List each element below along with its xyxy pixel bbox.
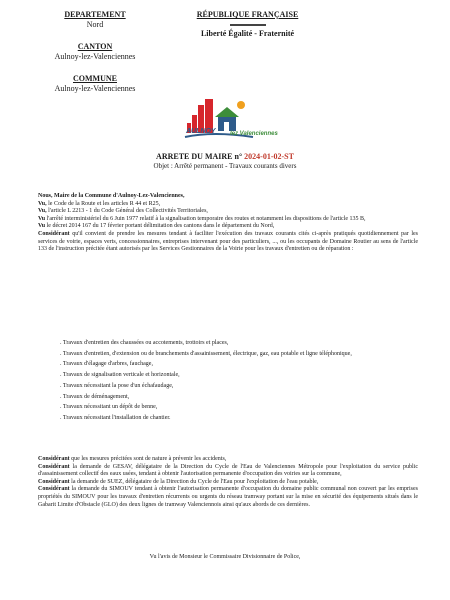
header-divider: [230, 24, 266, 26]
consideration-3: Considérant la demande de SUEZ, délégataire de la Direction du Cycle de l'Eau pour l'exploitation de l'eau potable,: [38, 478, 319, 485]
work-item: . Travaux nécessitant un dépôt de benne,: [60, 404, 158, 411]
work-item: . Travaux nécessitant l'installation de chantier.: [60, 414, 171, 421]
logo-text-main: AULNOY: [186, 128, 216, 135]
vu-line-4: Vu le décret 2014 167 du 17 février portant délimitation des cantons dans le département du Nord,: [38, 223, 275, 230]
departement-label: DEPARTEMENT: [64, 10, 126, 19]
work-item: . Travaux d'entretien, d'extension ou de branchements d'assainissement, électrique, gaz, eau potable et ligne téléphonique,: [60, 350, 352, 357]
republique-title: RÉPUBLIQUE FRANÇAISE: [196, 10, 299, 19]
works-list: [60, 338, 352, 424]
republic-motto: Liberté Égalité - Fraternité: [200, 29, 295, 38]
consideration-4: Considérant la demande du SIMOUV tendant à obtenir l'autorisation permanente d'occupation du domaine public communal non couvert par les emprises propriétés du SIMOUV pour les travaux d'entretien récurrents ou urgents du réseau tramway portant sur la mise en sécurité des équipements situés dans le Gabarit Limite d'Obstacle (GLO) des deux lignes de tramway Valenciennois ainsi qu'aux abords de ces dernières.: [38, 486, 418, 508]
considerations-block: [38, 456, 418, 509]
consideration-1: Considérant que les mesures précitées sont de nature à prévenir les accidents,: [38, 456, 227, 462]
departement-value: Nord: [86, 20, 104, 29]
administrative-header: [20, 10, 170, 106]
considerant-intro: Considérant qu'il convient de prendre les mesures tendant à faciliter l'exécution des travaux courants cités ci-après pratiqués quotidiennement par les services de voirie, espaces verts, concessionnaires, entreprises intervenant pour des particuliers, ..., ou les occupants de Domaine Routier au sens de l'article 133 de l'instruction précitée étant autorisés par les Services Gestionnaires de la Voirie pour les travaux d'entretien ou de réparation :: [38, 230, 418, 253]
decree-number: 2024-01-02-ST: [244, 152, 294, 161]
vu-line-1: Vu, le Code de la Route et les articles R 44 et R25,: [38, 200, 161, 207]
decree-object: Objet : Arrêté permanent - Travaux courants divers: [153, 162, 297, 170]
decree-title: [0, 152, 450, 161]
work-item: . Travaux de signalisation verticale et horizontale,: [60, 372, 180, 379]
vu-line-2: Vu, l'article L 2213 - 1 du Code Général des Collectivités Territoriales,: [38, 208, 208, 215]
canton-label: CANTON: [77, 42, 113, 51]
decree-title-prefix: ARRETE DU MAIRE n°: [156, 152, 243, 161]
commune-value: Aulnoy-lez-Valenciennes: [54, 84, 136, 93]
canton-value: Aulnoy-lez-Valenciennes: [54, 52, 136, 61]
town-logo: [183, 95, 268, 150]
police-avis-line: Vu l'avis de Monsieur le Commissaire Divisionnaire de Police,: [149, 554, 301, 560]
consideration-2: Considérant la demande de GESAV, délégataire de la Direction du Cycle de l'Eau de Valenciennes Métropole pour l'exploitation du service public d'assainissement collectif des eaux usées, tendant à obtenir l'autorisation permanente d'occupation des voiries sur la commune,: [38, 463, 418, 478]
work-item: . Travaux d'entretien des chaussées ou accotements, trottoirs et places,: [60, 340, 229, 346]
work-item: . Travaux d'élagage d'arbres, fauchage,: [60, 361, 153, 368]
commune-label: COMMUNE: [73, 74, 117, 83]
logo-text-sub: lez Valenciennes: [230, 131, 278, 137]
work-item: . Travaux nécessitant la pose d'un échafaudage,: [60, 382, 174, 389]
nous-line: Nous, Maire de la Commune d'Aulnoy-Lez-Valenciennes,: [38, 193, 185, 199]
republic-header: [165, 10, 330, 39]
work-item: . Travaux de déménagement,: [60, 393, 130, 400]
vu-line-3: Vu l'arrêté interministériel du 6 Juin 1977 relatif à la signalisation temporaire des routes et notamment les dispositions de l'article 135 B,: [38, 215, 366, 222]
decree-preamble: [38, 193, 418, 254]
